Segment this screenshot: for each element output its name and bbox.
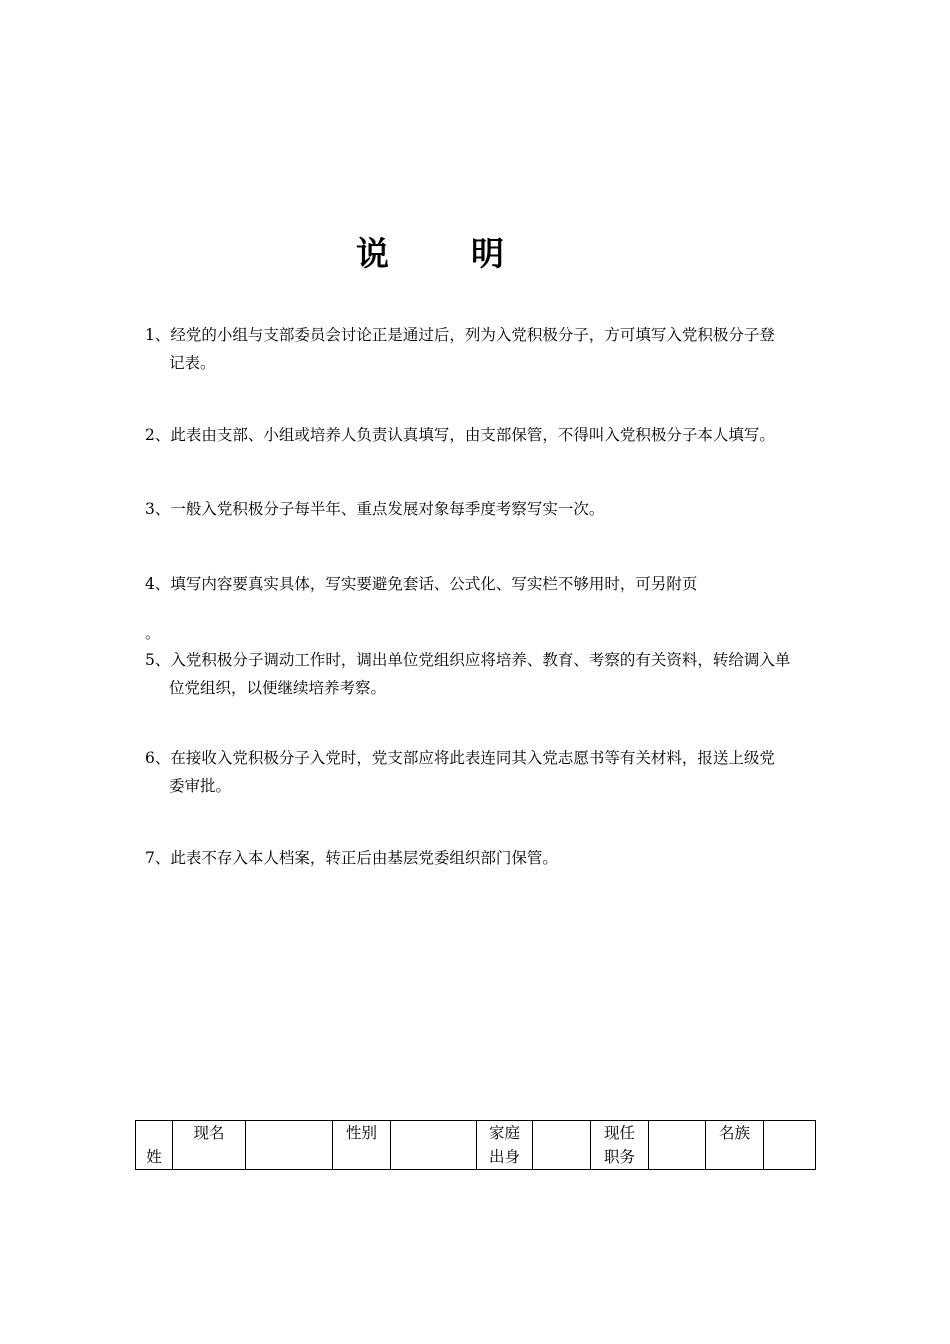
instruction-line: 7、此表不存入本人档案，转正后由基层党委组织部门保管。 (145, 849, 558, 867)
surname-label: 姓 (136, 1121, 173, 1170)
position-label (591, 1121, 649, 1170)
instruction-item-1 (145, 321, 817, 377)
info-table (135, 1120, 816, 1170)
instruction-item-5 (145, 646, 817, 702)
instruction-item-3 (145, 495, 817, 523)
instruction-line: 2、此表由支部、小组或培养人负责认真填写，由支部保管，不得叫入党积极分子本人填写。 (145, 426, 775, 444)
instruction-item-6 (145, 744, 817, 800)
instruction-item-7 (145, 844, 817, 872)
instruction-line: 6、在接收入党积极分子入党时，党支部应将此表连同其入党志愿书等有关材料，报送上级党 (145, 749, 775, 767)
family-origin-line-1: 家庭 (488, 1124, 520, 1142)
family-origin-label (477, 1121, 533, 1170)
instruction-line-cont: 委审批。 (169, 777, 232, 795)
stray-period: 。 (145, 624, 161, 642)
position-line-2: 职务 (603, 1148, 635, 1166)
gender-label: 性别 (333, 1121, 391, 1170)
instruction-line: 1、经党的小组与支部委员会讨论正是通过后，列为入党积极分子，方可填写入党积极分子登 (145, 326, 775, 344)
current-name-label: 现名 (173, 1121, 246, 1170)
instruction-item-2 (145, 421, 817, 449)
ethnicity-field[interactable] (764, 1121, 816, 1170)
instruction-item-4 (145, 570, 817, 598)
instruction-line: 3、一般入党积极分子每半年、重点发展对象每季度考察写实一次。 (145, 500, 605, 518)
instruction-line-cont: 记表。 (169, 354, 216, 372)
page-title (0, 228, 950, 275)
family-origin-field[interactable] (533, 1121, 591, 1170)
gender-field[interactable] (391, 1121, 477, 1170)
family-origin-line-2: 出身 (488, 1148, 520, 1166)
position-field[interactable] (649, 1121, 706, 1170)
table-row (136, 1121, 816, 1170)
title-char-1: 说 (356, 234, 389, 273)
instruction-line-cont: 位党组织，以便继续培养考察。 (169, 679, 387, 697)
ethnicity-label: 名族 (706, 1121, 764, 1170)
instruction-line: 5、入党积极分子调动工作时，调出单位党组织应将培养、教育、考察的有关资料，转给调入单 (145, 651, 791, 669)
title-char-2: 明 (471, 234, 504, 273)
position-line-1: 现任 (603, 1124, 635, 1142)
instruction-line: 4、填写内容要真实具体，写实要避免套话、公式化、写实栏不够用时，可另附页 (145, 575, 698, 593)
current-name-field[interactable] (246, 1121, 333, 1170)
